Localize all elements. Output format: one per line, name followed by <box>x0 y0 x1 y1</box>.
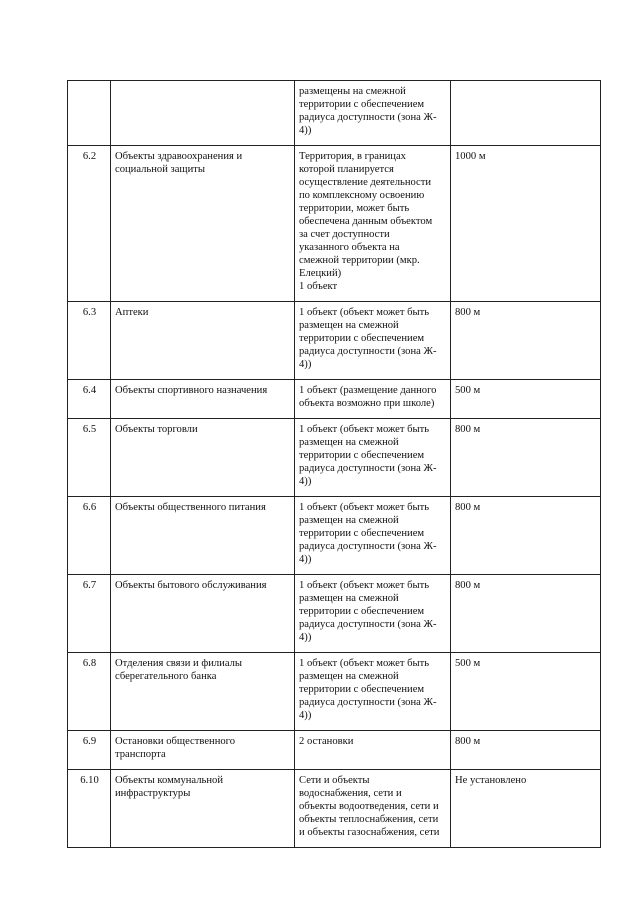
table-row <box>68 302 601 380</box>
object-description-line: размещен на смежной <box>299 593 399 604</box>
accessibility-radius: 800 м <box>455 502 481 513</box>
object-description-line: территории с обеспечением <box>299 450 425 461</box>
accessibility-radius-cell <box>451 731 601 770</box>
object-description-line: размещен на смежной <box>299 437 399 448</box>
row-number-cell <box>68 731 111 770</box>
accessibility-radius-cell <box>451 653 601 731</box>
accessibility-radius-cell <box>451 146 601 302</box>
object-description-line: 1 объект (объект может быть <box>299 658 430 669</box>
table-row <box>68 731 601 770</box>
object-description-cell <box>295 380 451 419</box>
object-description-line: территории с обеспечением <box>299 684 425 695</box>
row-number-cell <box>68 575 111 653</box>
table-body <box>68 81 601 848</box>
object-description-line: размещен на смежной <box>299 671 399 682</box>
object-description-line: смежной территории (мкр. <box>299 255 420 266</box>
accessibility-radius: 500 м <box>455 658 481 669</box>
table-row <box>68 380 601 419</box>
row-number: 6.9 <box>82 736 97 747</box>
row-number-cell <box>68 81 111 146</box>
object-name-cell <box>111 419 295 497</box>
object-description-line: 1 объект <box>299 281 338 292</box>
accessibility-radius-cell <box>451 302 601 380</box>
object-description-cell <box>295 81 451 146</box>
object-name-cell <box>111 81 295 146</box>
object-description-cell <box>295 575 451 653</box>
row-number: 6.7 <box>82 580 97 591</box>
object-name-line: сберегательного банка <box>115 671 217 682</box>
object-description-line: и объекты газоснабжения, сети <box>299 827 440 838</box>
object-name-cell <box>111 731 295 770</box>
accessibility-radius: Не установлено <box>455 775 527 786</box>
row-number-cell <box>68 146 111 302</box>
object-name-cell <box>111 575 295 653</box>
accessibility-radius-cell <box>451 81 601 146</box>
object-description-cell <box>295 731 451 770</box>
accessibility-radius: 800 м <box>455 736 481 747</box>
accessibility-radius-cell <box>451 575 601 653</box>
row-number: 6.3 <box>82 307 97 318</box>
object-description-line: за счет доступности <box>299 229 390 240</box>
object-name-line: Объекты торговли <box>115 424 198 435</box>
object-description-line: объекты теплоснабжения, сети <box>299 814 439 825</box>
object-description-line: радиуса доступности (зона Ж- <box>299 112 437 123</box>
object-name-line: инфраструктуры <box>115 788 191 799</box>
object-name-line: Объекты общественного питания <box>115 502 266 513</box>
object-name-line: Объекты коммунальной <box>115 775 223 786</box>
object-description-line: Елецкий) <box>299 268 342 279</box>
object-description-line: 1 объект (размещение данного <box>299 385 437 396</box>
accessibility-radius-cell <box>451 419 601 497</box>
object-description-cell <box>295 497 451 575</box>
accessibility-radius-cell <box>451 770 601 848</box>
object-description-line: радиуса доступности (зона Ж- <box>299 697 437 708</box>
object-description-line: 4)) <box>299 632 312 643</box>
object-description-line: размещен на смежной <box>299 515 399 526</box>
object-name-cell <box>111 770 295 848</box>
object-description-line: радиуса доступности (зона Ж- <box>299 463 437 474</box>
object-description-line: обеспечена данным объектом <box>299 216 433 227</box>
table-row <box>68 653 601 731</box>
object-description-line: 2 остановки <box>299 736 354 747</box>
table-row <box>68 146 601 302</box>
row-number: 6.10 <box>80 775 99 786</box>
row-number-cell <box>68 380 111 419</box>
accessibility-radius: 500 м <box>455 385 481 396</box>
object-description-line: осуществление деятельности <box>299 177 432 188</box>
object-description-line: территории с обеспечением <box>299 333 425 344</box>
row-number-cell <box>68 419 111 497</box>
object-name-cell <box>111 302 295 380</box>
object-description-line: 1 объект (объект может быть <box>299 502 430 513</box>
object-description-line: объекта возможно при школе) <box>299 398 435 409</box>
accessibility-radius: 800 м <box>455 580 481 591</box>
object-description-cell <box>295 770 451 848</box>
accessibility-radius: 800 м <box>455 424 481 435</box>
object-description-line: территории, может быть <box>299 203 410 214</box>
accessibility-radius: 1000 м <box>455 151 486 162</box>
table-row <box>68 81 601 146</box>
object-description-cell <box>295 146 451 302</box>
object-description-cell <box>295 653 451 731</box>
object-description-line: Сети и объекты <box>299 775 370 786</box>
table-row <box>68 575 601 653</box>
object-description-line: радиуса доступности (зона Ж- <box>299 346 437 357</box>
row-number: 6.8 <box>82 658 97 669</box>
row-number-cell <box>68 497 111 575</box>
row-number: 6.2 <box>82 151 97 162</box>
object-description-cell <box>295 419 451 497</box>
object-description-line: которой планируется <box>299 164 394 175</box>
object-name-cell <box>111 653 295 731</box>
object-name-line: Объекты спортивного назначения <box>115 385 268 396</box>
object-description-line: размещены на смежной <box>299 86 406 97</box>
object-description-line: объекты водоотведения, сети и <box>299 801 439 812</box>
object-name-line: Объекты бытового обслуживания <box>115 580 267 591</box>
object-description-line: радиуса доступности (зона Ж- <box>299 619 437 630</box>
object-description-line: территории с обеспечением <box>299 99 425 110</box>
object-name-line: Отделения связи и филиалы <box>115 658 243 669</box>
row-number: 6.6 <box>82 502 97 513</box>
object-description-line: Территория, в границах <box>299 151 406 162</box>
object-description-line: 4)) <box>299 359 312 370</box>
object-description-cell <box>295 302 451 380</box>
object-name-line: Объекты здравоохранения и <box>115 151 243 162</box>
table-row <box>68 497 601 575</box>
row-number-cell <box>68 653 111 731</box>
object-description-line: размещен на смежной <box>299 320 399 331</box>
accessibility-radius-cell <box>451 497 601 575</box>
accessibility-radius: 800 м <box>455 307 481 318</box>
row-number: 6.5 <box>82 424 97 435</box>
row-number: 6.4 <box>82 385 97 396</box>
object-description-line: по комплексному освоению <box>299 190 425 201</box>
object-description-line: 4)) <box>299 476 312 487</box>
accessibility-radius-cell <box>451 380 601 419</box>
object-description-line: 1 объект (объект может быть <box>299 424 430 435</box>
object-description-line: 1 объект (объект может быть <box>299 307 430 318</box>
facilities-table <box>67 80 601 848</box>
object-description-line: территории с обеспечением <box>299 528 425 539</box>
object-description-line: 4)) <box>299 710 312 721</box>
object-description-line: 1 объект (объект может быть <box>299 580 430 591</box>
object-description-line: территории с обеспечением <box>299 606 425 617</box>
object-description-line: указанного объекта на <box>299 242 400 253</box>
object-description-line: 4)) <box>299 125 312 136</box>
object-name-line: социальной защиты <box>115 164 205 175</box>
object-description-line: 4)) <box>299 554 312 565</box>
object-description-line: радиуса доступности (зона Ж- <box>299 541 437 552</box>
row-number-cell <box>68 302 111 380</box>
object-description-line: водоснабжения, сети и <box>299 788 402 799</box>
table-row <box>68 770 601 848</box>
object-name-line: Аптеки <box>115 307 149 318</box>
row-number-cell <box>68 770 111 848</box>
object-name-line: транспорта <box>115 749 166 760</box>
object-name-cell <box>111 146 295 302</box>
object-name-cell <box>111 380 295 419</box>
object-name-line: Остановки общественного <box>115 736 236 747</box>
table-row <box>68 419 601 497</box>
object-name-cell <box>111 497 295 575</box>
